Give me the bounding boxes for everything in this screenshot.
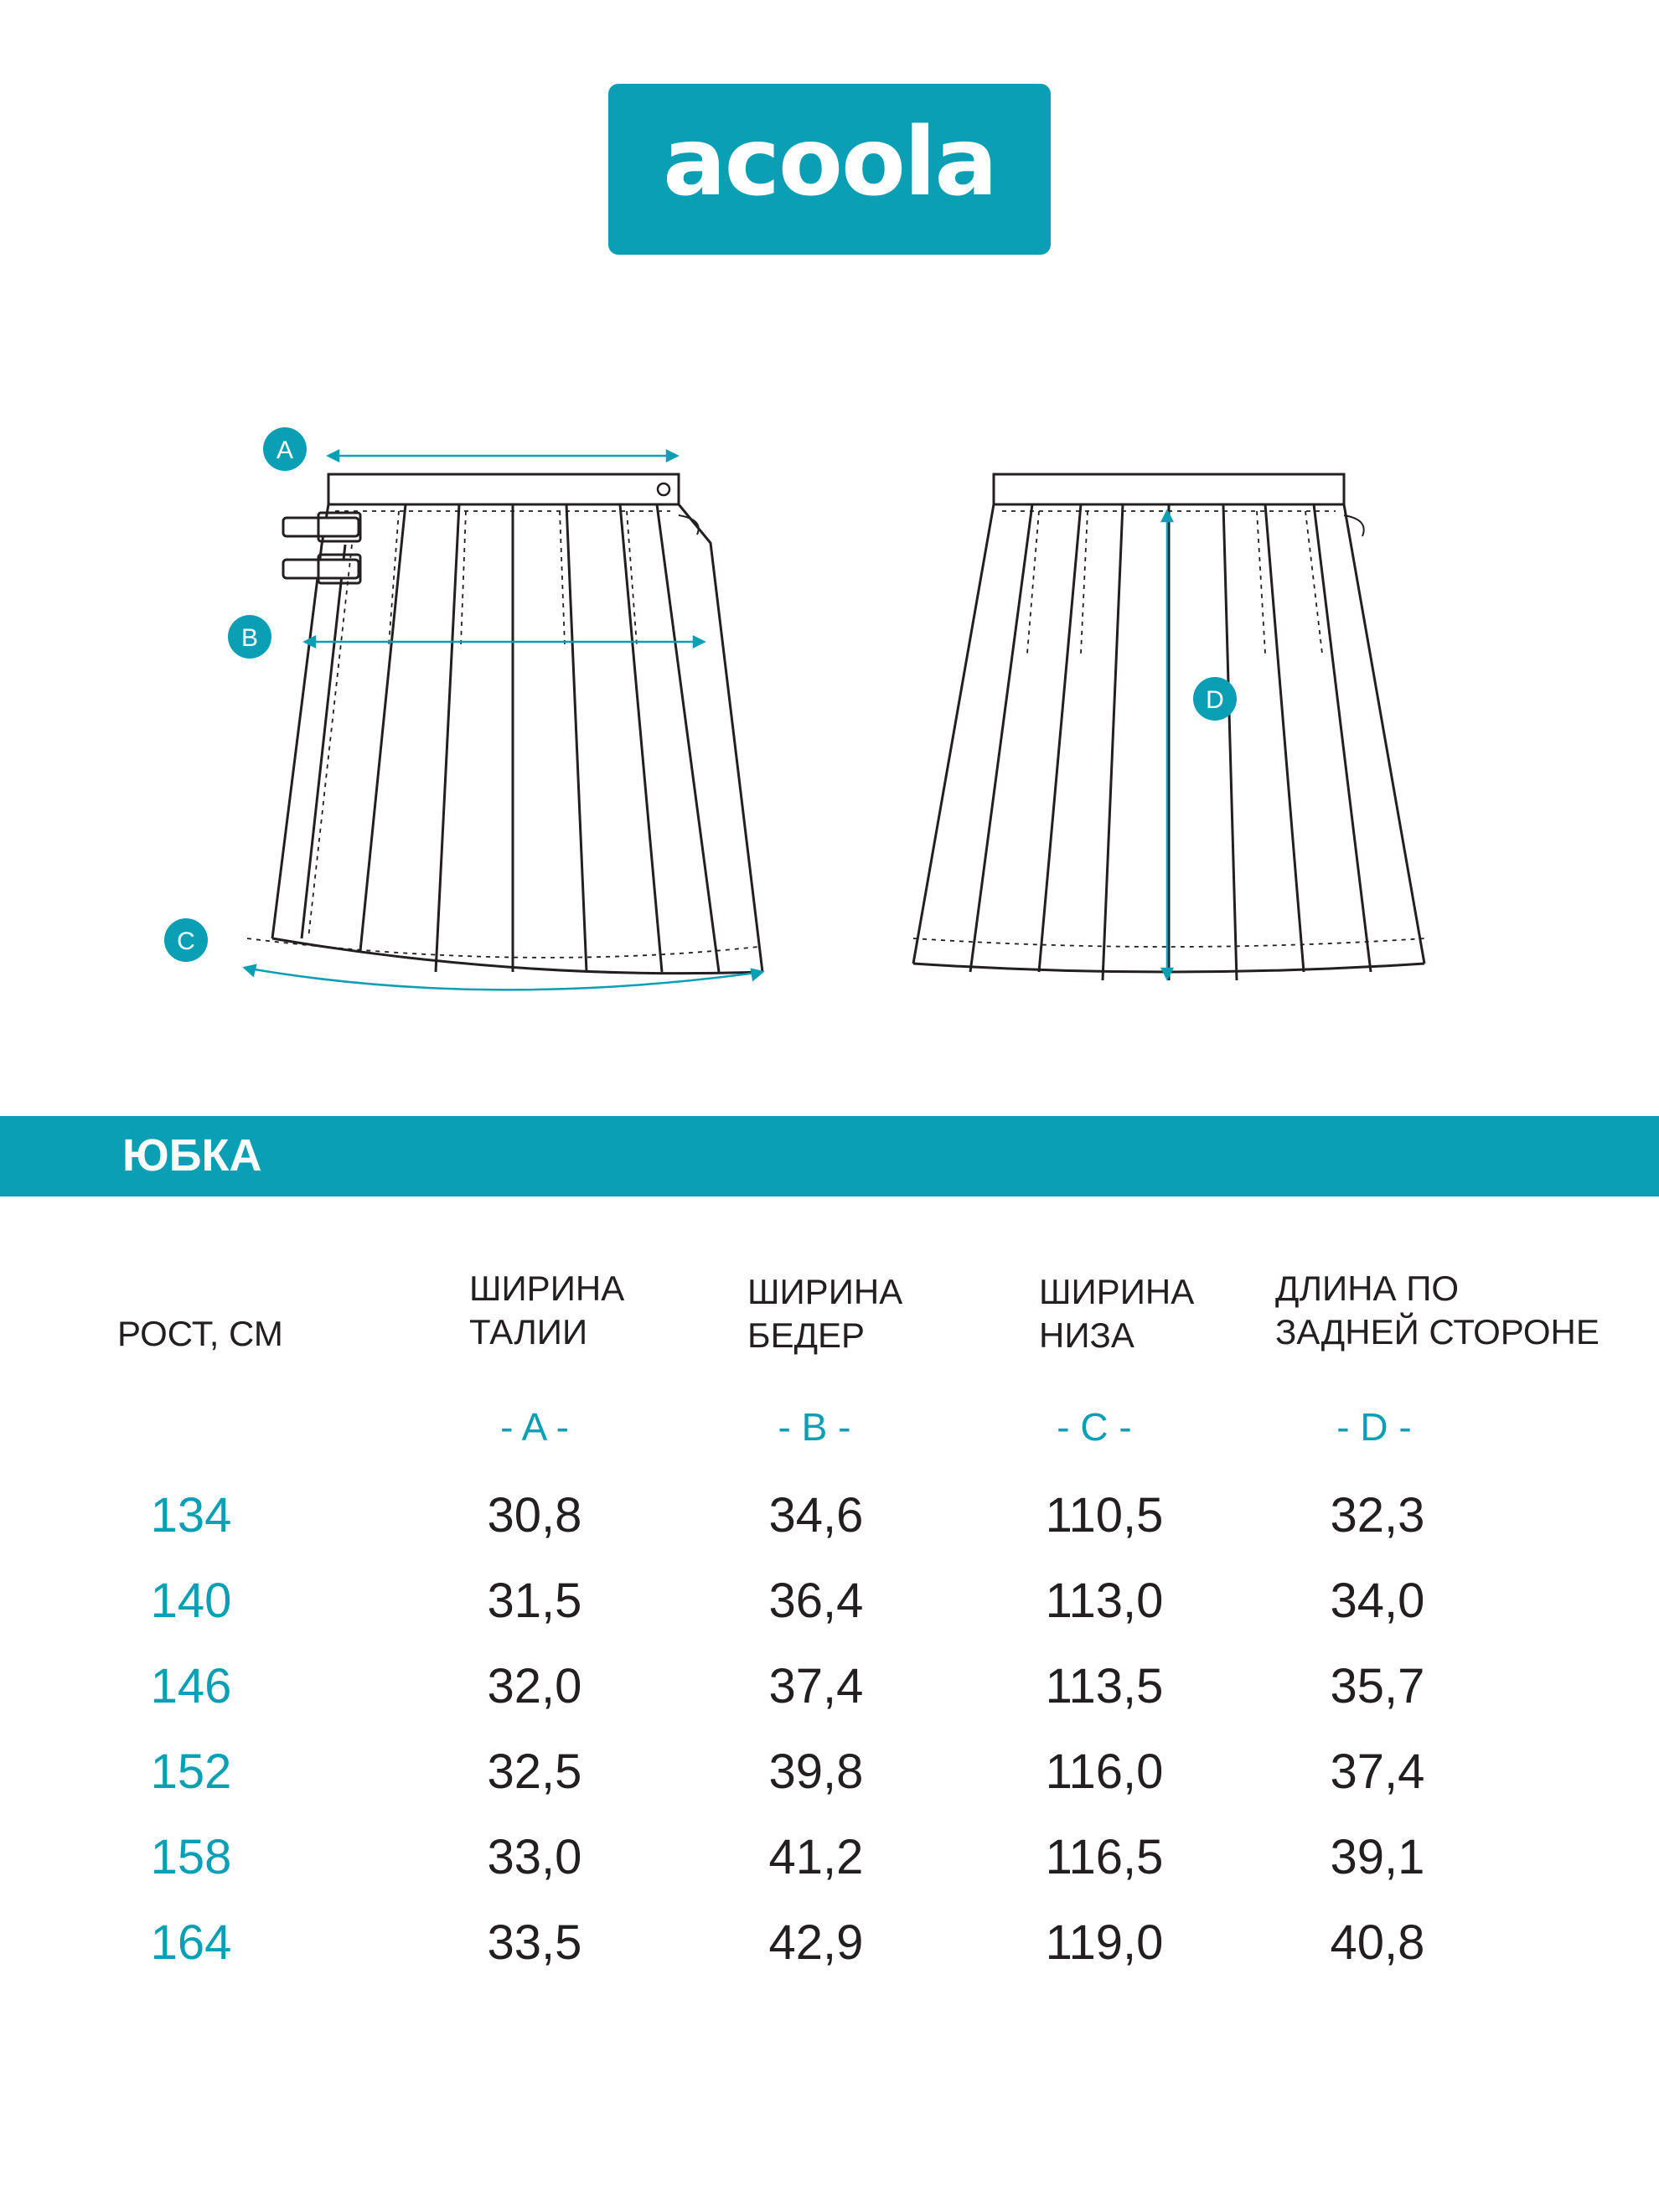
- height-header: РОСТ, СМ: [117, 1314, 283, 1353]
- table-row: [0, 1574, 1659, 1661]
- height-cell: 146: [150, 1659, 232, 1713]
- length-cell: 40,8: [1330, 1915, 1425, 1970]
- table-row: [0, 1659, 1659, 1746]
- hip-cell: 39,8: [768, 1744, 864, 1799]
- waist-cell: 32,0: [487, 1659, 582, 1713]
- waist-cell: 32,5: [487, 1744, 582, 1799]
- table-row: [0, 1744, 1659, 1832]
- waist-cell: 33,0: [487, 1830, 582, 1884]
- column-code-b: - B -: [778, 1405, 851, 1449]
- waist-cell: 31,5: [487, 1574, 582, 1628]
- waist-cell: 30,8: [487, 1488, 582, 1543]
- waist-cell: 33,5: [487, 1915, 582, 1970]
- hem-cell: 116,5: [1045, 1830, 1164, 1884]
- height-cell: 158: [150, 1830, 232, 1884]
- length-cell: 37,4: [1330, 1744, 1425, 1799]
- hem-cell: 119,0: [1045, 1915, 1164, 1970]
- column-header-c: ШИРИНА НИЗА: [1039, 1272, 1195, 1355]
- height-cell: 152: [150, 1744, 232, 1799]
- svg-text:D: D: [1206, 686, 1224, 714]
- hem-cell: 113,5: [1045, 1659, 1164, 1713]
- length-cell: 39,1: [1330, 1830, 1425, 1884]
- measurement-label-a: [263, 427, 307, 471]
- hem-cell: 116,0: [1045, 1744, 1164, 1799]
- svg-text:C: C: [177, 928, 195, 955]
- length-cell: 32,3: [1330, 1488, 1425, 1543]
- table-row: [0, 1915, 1659, 2003]
- table-row: [0, 1830, 1659, 1917]
- measurement-label-c: [164, 918, 208, 962]
- measurement-label-b: [228, 615, 271, 659]
- brand-logo: [608, 84, 1051, 255]
- column-header-b: ШИРИНА БЕДЕР: [747, 1272, 903, 1355]
- height-cell: 164: [150, 1915, 232, 1970]
- column-code-c: - C -: [1057, 1405, 1132, 1449]
- length-cell: 35,7: [1330, 1659, 1425, 1713]
- back-skirt-drawing: [913, 474, 1424, 980]
- column-header-a: ШИРИНА ТАЛИИ: [469, 1269, 625, 1351]
- front-skirt-drawing: [272, 474, 762, 974]
- column-code-a: - A -: [500, 1405, 569, 1449]
- hip-cell: 37,4: [768, 1659, 864, 1713]
- section-title: ЮБКА: [122, 1130, 262, 1181]
- column-header-d: ДЛИНА ПО ЗАДНЕЙ СТОРОНЕ: [1275, 1269, 1600, 1351]
- svg-text:A: A: [276, 437, 294, 464]
- hem-cell: 110,5: [1045, 1488, 1164, 1543]
- hip-cell: 42,9: [768, 1915, 864, 1970]
- hip-cell: 41,2: [768, 1830, 864, 1884]
- column-code-d: - D -: [1336, 1405, 1412, 1449]
- hip-cell: 36,4: [768, 1574, 864, 1628]
- skirt-technical-drawings: [0, 394, 1659, 1031]
- section-banner: [0, 1116, 1659, 1196]
- hip-cell: 34,6: [768, 1488, 864, 1543]
- hem-cell: 113,0: [1045, 1574, 1164, 1628]
- svg-text:B: B: [240, 624, 259, 652]
- height-cell: 134: [150, 1488, 232, 1543]
- length-cell: 34,0: [1330, 1574, 1425, 1628]
- table-row: [0, 1488, 1659, 1575]
- brand-logo-text: acoola: [663, 108, 996, 217]
- height-cell: 140: [150, 1574, 232, 1628]
- measurement-label-d: [1193, 677, 1237, 721]
